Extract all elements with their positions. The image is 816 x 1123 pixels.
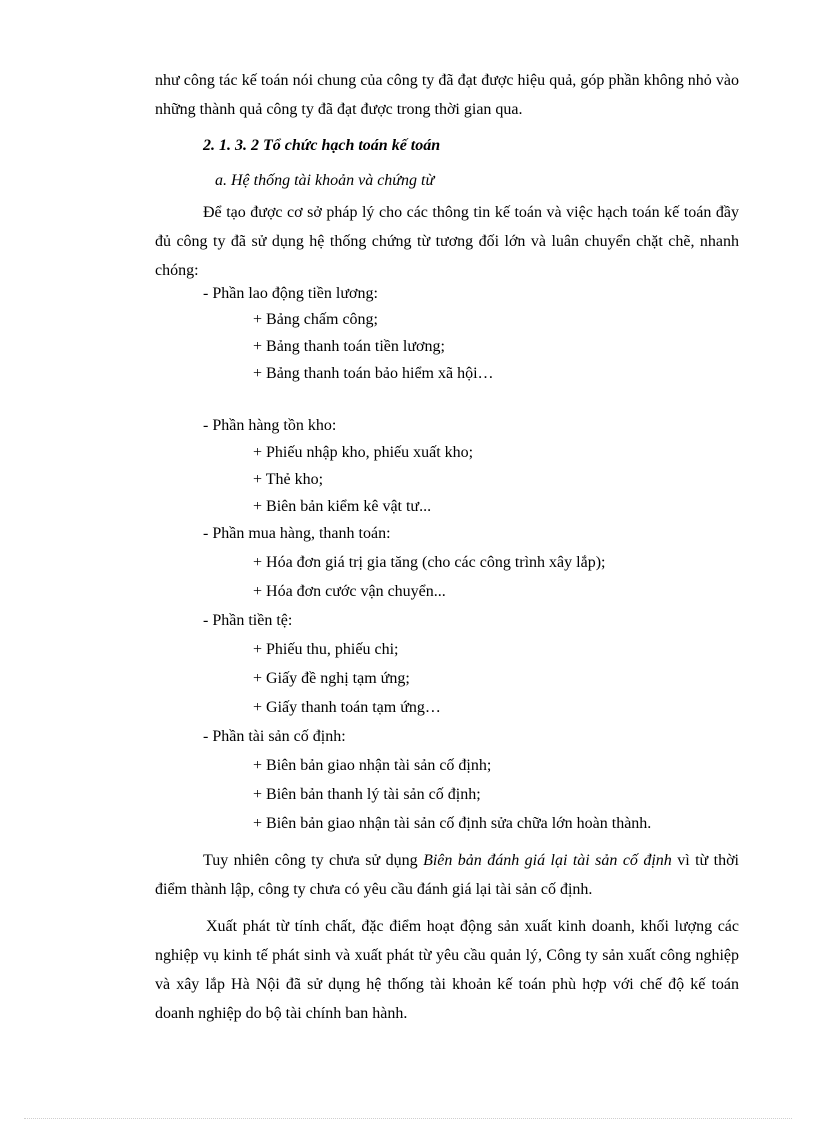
group-title-cash: - Phần tiền tệ: bbox=[203, 612, 293, 629]
body-paragraph-1: Để tạo được cơ sở pháp lý cho các thông tin kế toán và việc hạch toán kế toán đầy đủ công ty đã sử dụng hệ thống chứng từ tương đối lớn và luân chuyển chặt chẽ, nhanh chóng: bbox=[155, 204, 739, 279]
list-item: + Phiếu thu, phiếu chi; bbox=[253, 641, 399, 658]
section-heading: 2. 1. 3. 2 Tổ chức hạch toán kế toán bbox=[203, 137, 441, 154]
list-item: + Bảng thanh toán tiền lương; bbox=[253, 338, 445, 355]
list-item: + Giấy đề nghị tạm ứng; bbox=[253, 670, 410, 687]
group-title-purchasing: - Phần mua hàng, thanh toán: bbox=[203, 525, 391, 542]
list-item: + Biên bản kiểm kê vật tư... bbox=[253, 498, 432, 515]
body-paragraph-3: Xuất phát từ tính chất, đặc điểm hoạt động sản xuất kinh doanh, khối lượng các nghiệp vụ kinh tế phát sinh và xuất phát từ yêu cầu quản lý, Công ty sản xuất công nghiệp và xây lắp Hà Nội đã sử dụng hệ thống tài khoản kế toán phù hợp với chế độ kế toán doanh nghiệp do bộ tài chính ban hành. bbox=[155, 918, 739, 1022]
list-item: + Thẻ kho; bbox=[253, 471, 324, 488]
paragraph-2-emphasis: Biên bản đánh giá lại tài sản cố định bbox=[423, 852, 672, 869]
list-item: + Biên bản giao nhận tài sản cố định sửa chữa lớn hoàn thành. bbox=[253, 815, 652, 832]
group-title-fixed-assets: - Phần tài sản cố định: bbox=[203, 728, 346, 745]
paragraph-2-text-start: Tuy nhiên công ty chưa sử dụng bbox=[203, 852, 424, 869]
list-item: + Hóa đơn giá trị gia tăng (cho các công trình xây lắp); bbox=[253, 554, 606, 571]
subsection-heading: a. Hệ thống tài khoản và chứng từ bbox=[215, 172, 435, 189]
page-bottom-divider bbox=[24, 1118, 792, 1119]
list-item: + Hóa đơn cước vận chuyển... bbox=[253, 583, 446, 600]
group-title-labor: - Phần lao động tiền lương: bbox=[203, 285, 378, 302]
list-item: + Phiếu nhập kho, phiếu xuất kho; bbox=[253, 444, 474, 461]
intro-paragraph: như công tác kế toán nói chung của công ty đã đạt được hiệu quả, góp phần không nhỏ vào những thành quả công ty đã đạt được trong thời gian qua. bbox=[155, 72, 739, 118]
list-item: + Biên bản thanh lý tài sản cố định; bbox=[253, 786, 481, 803]
list-item: + Biên bản giao nhận tài sản cố định; bbox=[253, 757, 492, 774]
list-item: + Giấy thanh toán tạm ứng… bbox=[253, 699, 441, 716]
list-item: + Bảng chấm công; bbox=[253, 311, 378, 328]
list-item: + Bảng thanh toán bảo hiểm xã hội… bbox=[253, 365, 494, 382]
group-title-inventory: - Phần hàng tồn kho: bbox=[203, 417, 337, 434]
paragraph-2-text-end: vì từ thời điểm thành lập, công ty chưa có yêu cầu đánh giá lại tài sản cố định. bbox=[155, 852, 739, 898]
body-paragraph-2 bbox=[155, 846, 739, 904]
